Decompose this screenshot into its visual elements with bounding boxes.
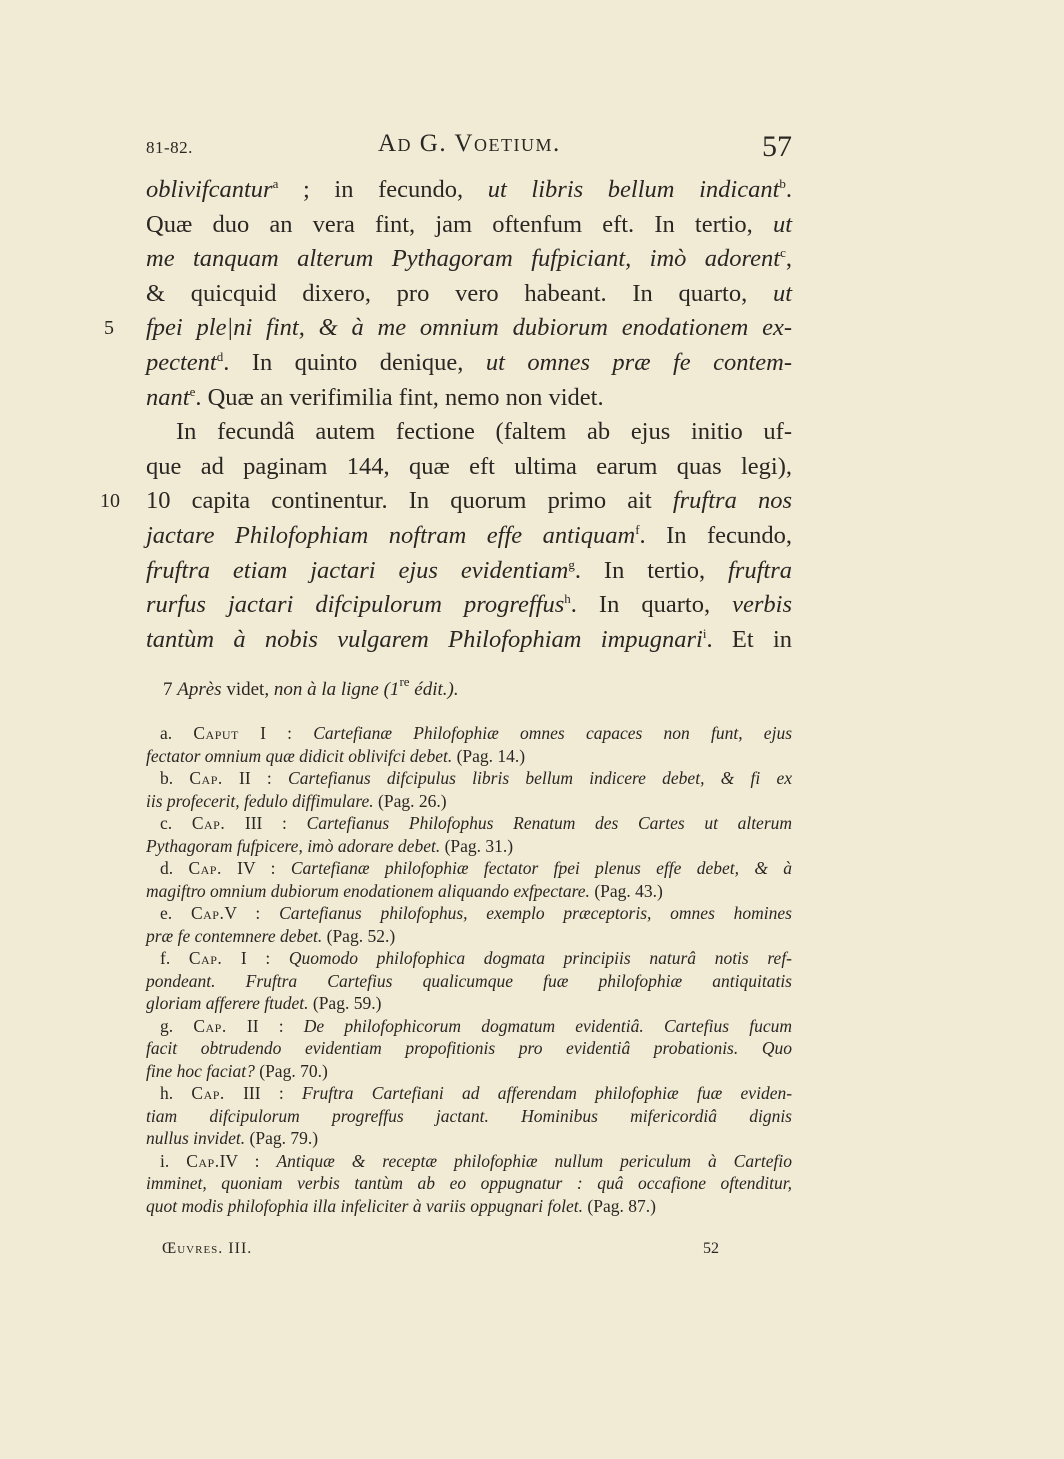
footnote-line: quot modis philofophia illa infeliciter à variis oppugnari folet. (Pag. 87.) <box>146 1195 656 1216</box>
text-line: me tanquam alterum Pythagoram fufpiciant, imò adorent$^c$, <box>146 245 792 273</box>
line-number-5: 5 <box>104 317 114 340</box>
footnote-line: fectator omnium quæ didicit oblivifci debet. (Pag. 14.) <box>146 745 526 766</box>
text-line: 5 fpei ple|ni fint, & à me omnium dubiorum enodationem ex- <box>146 311 792 346</box>
footnotes <box>146 722 792 1217</box>
variant-note: 7 Après videt, non à la ligne (1re édit.). <box>163 674 459 700</box>
footnote-line: facit obtrudendo evidentiam propofitionis pro evidentiâ probationis. Quo <box>146 1038 792 1058</box>
footnote-line: h. Cap. III : Fruftra Cartefiani ad afferendam philofophiæ fuæ eviden- <box>160 1083 793 1103</box>
page-range: 81-82. <box>146 138 193 157</box>
footnote-line: pondeant. Fruftra Cartefius qualicumque fuæ philofophiæ antiquitatis <box>146 970 792 991</box>
footnote-line: imminet, quoniam verbis tantùm ab eo oppugnatur : quâ occafione oftenditur, <box>146 1173 792 1193</box>
footnote-line: i. Cap.IV : Antiquæ & receptæ philofophiæ nullum periculum à Cartefio <box>160 1150 792 1171</box>
footnote-line: magiftro omnium dubiorum enodationem aliquando exfpectare. (Pag. 43.) <box>146 880 663 901</box>
text-line: 10 10 capita continentur. In quorum primo ait fruftra nos <box>146 484 792 519</box>
text-line: fruftra etiam jactari ejus evidentiam$^g$. In tertio, fruftra <box>146 556 792 584</box>
main-text <box>100 173 793 657</box>
page-header <box>146 128 792 168</box>
footnote-line: b. Cap. II : Cartefianus difcipulus libris bellum indicere debet, & fi ex <box>160 768 793 788</box>
line-number-10: 10 <box>100 490 120 513</box>
footnote-line: Pythagoram fufpicere, imò adorare debet. (Pag. 31.) <box>146 835 514 856</box>
footnote-line: nullus invidet. (Pag. 79.) <box>146 1128 319 1148</box>
footnote-line: gloriam afferere ftudet. (Pag. 59.) <box>146 993 382 1013</box>
footnote-line: d. Cap. IV : Cartefianæ philofophiæ fectator fpei plenus effe debet, & à <box>160 858 793 878</box>
footnote-line: præ fe contemnere debet. (Pag. 52.) <box>146 925 396 946</box>
text-line: & quicquid dixero, pro vero habeant. In quarto, ut <box>146 279 792 307</box>
footnote-line: a. Caput I : Cartefianæ Philofophiæ omnes capaces non funt, ejus <box>160 723 792 743</box>
footer-sheet-number: 52 <box>703 1240 719 1257</box>
text-line: rurfus jactari difcipulorum progreffus$^h$. In quarto, verbis <box>146 591 792 619</box>
text-line: nant$^e$. Quæ an verifimilia fint, nemo non videt. <box>146 383 604 411</box>
text-line: pectent$^d$. In quinto denique, ut omnes præ fe contem- <box>146 348 793 376</box>
page-number: 57 <box>762 130 792 163</box>
text-line: que ad paginam 144, quæ eft ultima earum quas legi), <box>146 452 792 480</box>
text-line: oblivifcantur$^a$ ; in fecundo, ut libris bellum indicant$^b$. <box>146 176 793 203</box>
footnote-line: c. Cap. III : Cartefianus Philofophus Renatum des Cartes ut alterum <box>160 813 793 833</box>
footnote-line: iis profecerit, fedulo diffimulare. (Pag. 26.) <box>146 790 447 811</box>
running-title: Ad G. Voetium. <box>378 130 561 157</box>
text-line: In fecundâ autem fectione (faltem ab ejus initio uf- <box>176 418 792 446</box>
footnote-line: g. Cap. II : De philofophicorum dogmatum evidentiâ. Cartefius fucum <box>160 1015 793 1036</box>
text-line: tantùm à nobis vulgarem Philofophiam impugnari$^i$. Et in <box>146 625 792 653</box>
text-line: jactare Philofophiam noftram effe antiquam$^f$. In fecundo, <box>146 521 792 549</box>
text-line: Quæ duo an vera fint, jam oftenfum eft. In tertio, ut <box>146 210 792 238</box>
footnote-line: e. Cap.V : Cartefianus philofophus, exemplo præceptoris, omnes homines <box>160 903 792 923</box>
footer-signature: Œuvres. III. <box>162 1240 253 1257</box>
footnote-line: f. Cap. I : Quomodo philofophica dogmata principiis naturâ notis ref- <box>160 948 793 968</box>
footnote-line: fine hoc faciat? (Pag. 70.) <box>146 1060 328 1081</box>
footnote-line: tiam difcipulorum progreffus jactant. Hominibus mifericordiâ dignis <box>146 1105 792 1126</box>
